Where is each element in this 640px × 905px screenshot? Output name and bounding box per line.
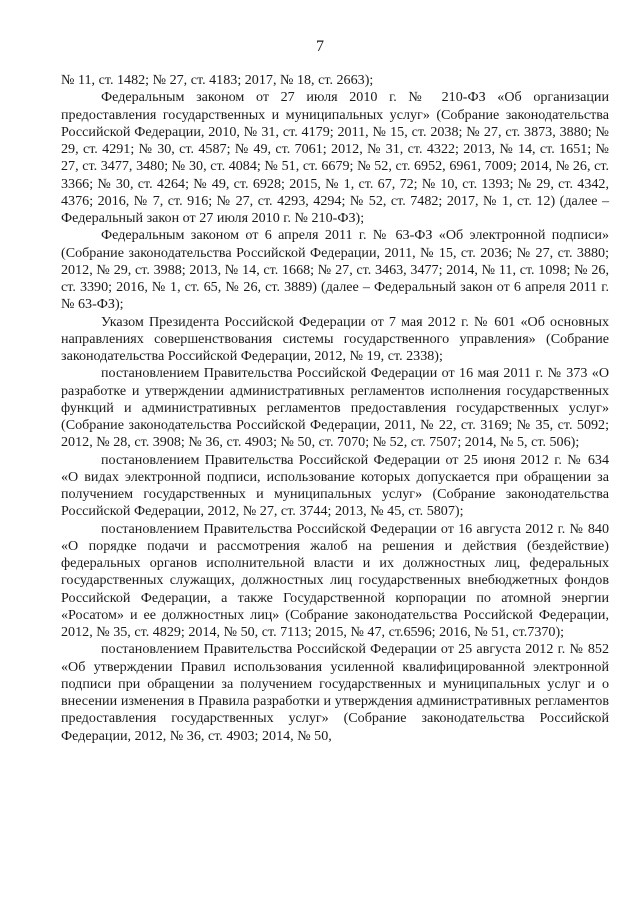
paragraph-resolution-373: постановлением Правительства Российской Федерации от 16 мая 2011 г. № 373 «О разработке и утверждении административных регламентов исполнения государственных функций и административных регламентов предоставления государственных услуг» (Собрание законодательства Российской Федерации, 2011, № 22, ст. 3169; № 35, ст. 5092; 2012, № 28, ст. 3908; № 36, ст. 4903; № 50, ст. 7070; № 52, ст. 7507; 2014, № 5, ст. 506);	[61, 365, 609, 451]
page-number: 7	[316, 38, 324, 55]
paragraph-resolution-634: постановлением Правительства Российской Федерации от 25 июня 2012 г. № 634 «О видах электронной подписи, использование которых допускается при обращении за получением государственных и муниципальных услуг» (Собрание законодательства Российской Федерации, 2012, № 27, ст. 3744; 2013, № 45, ст. 5807);	[61, 451, 609, 520]
document-body	[61, 72, 609, 745]
paragraph-continuation: № 11, ст. 1482; № 27, ст. 4183; 2017, № 18, ст. 2663);	[61, 72, 374, 88]
paragraph-federal-law-63: Федеральным законом от 6 апреля 2011 г. № 63-ФЗ «Об электронной подписи» (Собрание законодательства Российской Федерации, 2011, № 15, ст. 2036; № 27, ст. 3880; 2012, № 29, ст. 3988; 2013, № 14, ст. 1668; № 27, ст. 3463, 3477; 2014, № 11, ст. 1098; № 26, ст. 3390; 2016, № 1, ст. 65, № 26, ст. 3889) (далее – Федеральный закон от 6 апреля 2011 г. № 63-ФЗ);	[61, 227, 609, 313]
paragraph-resolution-852: постановлением Правительства Российской Федерации от 25 августа 2012 г. № 852 «Об утверждении Правил использования усиленной квалифицированной электронной подписи при обращении за получением государственных и муниципальных услуг и о внесении изменения в Правила разработки и утверждения административных регламентов предоставления государственных услуг» (Собрание законодательства Российской Федерации, 2012, № 36, ст. 4903; 2014, № 50,	[61, 641, 609, 744]
paragraph-federal-law-210: Федеральным законом от 27 июля 2010 г. № 210-ФЗ «Об организации предоставления государственных и муниципальных услуг» (Собрание законодательства Российской Федерации, 2010, № 31, ст. 4179; 2011, № 15, ст. 2038; № 27, ст. 3873, 3880; № 29, ст. 4291; № 30, ст. 4587; № 49, ст. 7061; 2012, № 31, ст. 4322; 2013, № 14, ст. 1651; № 27, ст. 3477, 3480; № 30, ст. 4084; № 51, ст. 6679; № 52, ст. 6952, 6961, 7009; 2014, № 26, ст. 3366; № 30, ст. 4264; № 49, ст. 6928; 2015, № 1, ст. 67, 72; № 10, ст. 1393; № 29, ст. 4342, 4376; 2016, № 7, ст. 916; № 27, ст. 4293, 4294; № 52, ст. 7482; 2017, № 1, ст. 12) (далее – Федеральный закон от 27 июля 2010 г. № 210-ФЗ);	[61, 89, 609, 226]
paragraph-resolution-840: постановлением Правительства Российской Федерации от 16 августа 2012 г. № 840 «О порядке подачи и рассмотрения жалоб на решения и действия (бездействие) федеральных органов исполнительной власти и их должностных лиц, федеральных государственных служащих, должностных лиц государственных внебюджетных фондов Российской Федерации, а также Государственной корпорации по атомной энергии «Росатом» и ее должностных лиц» (Собрание законодательства Российской Федерации, 2012, № 35, ст. 4829; 2014, № 50, ст. 7113; 2015, № 47, ст.6596; 2016, № 51, ст.7370);	[61, 520, 609, 640]
paragraph-presidential-decree-601: Указом Президента Российской Федерации от 7 мая 2012 г. № 601 «Об основных направлениях совершенствования системы государственного управления» (Собрание законодательства Российской Федерации, 2012, № 19, ст. 2338);	[61, 313, 609, 364]
